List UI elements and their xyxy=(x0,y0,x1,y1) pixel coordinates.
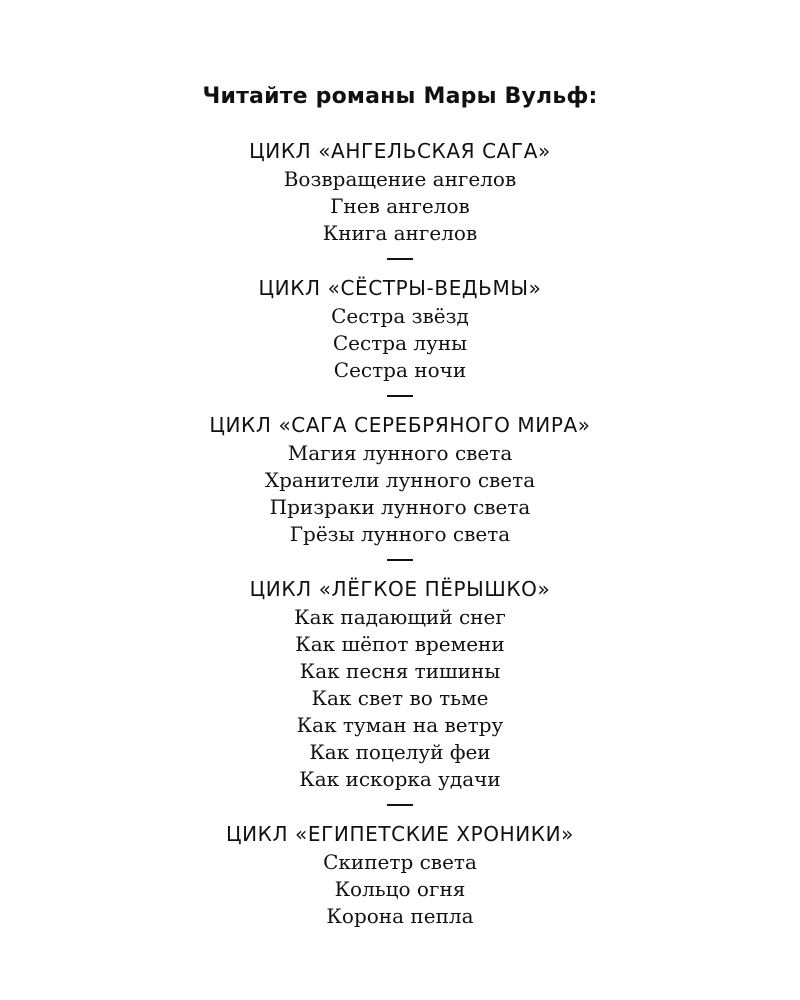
book-title: Сестра луны xyxy=(332,331,468,355)
series-separator xyxy=(387,258,413,260)
book-title: Книга ангелов xyxy=(322,221,478,245)
book-title: Как поцелуй феи xyxy=(309,740,491,764)
series-block xyxy=(249,136,551,273)
series-block xyxy=(259,273,542,410)
page-heading: Читайте романы Мары Вульф: xyxy=(202,84,598,109)
series-title: ЦИКЛ «СЁСТРЫ-ВЕДЬМЫ» xyxy=(258,276,542,300)
series-title: ЦИКЛ «ЕГИПЕТСКИЕ ХРОНИКИ» xyxy=(225,822,574,846)
book-title: Грёзы лунного света xyxy=(289,522,511,546)
book-title: Сестра звёзд xyxy=(331,304,469,328)
book-title: Магия лунного света xyxy=(287,441,513,465)
book-title: Как шёпот времени xyxy=(295,632,505,656)
book-title: Гнев ангелов xyxy=(330,194,470,218)
book-title: Кольцо огня xyxy=(334,877,466,901)
book-title: Сестра ночи xyxy=(333,358,467,382)
book-title: Призраки лунного света xyxy=(269,495,531,519)
series-title: ЦИКЛ «ЛЁГКОЕ ПЁРЫШКО» xyxy=(249,577,551,601)
series-block xyxy=(250,574,551,819)
series-title: ЦИКЛ «АНГЕЛЬСКАЯ САГА» xyxy=(249,139,551,163)
book-list xyxy=(294,604,506,793)
book-title: Скипетр света xyxy=(323,850,477,874)
book-title: Как падающий снег xyxy=(294,605,506,629)
series-list xyxy=(209,136,590,930)
series-separator xyxy=(387,395,413,397)
book-title: Как туман на ветру xyxy=(296,713,504,737)
book-list xyxy=(331,303,469,384)
book-title: Как искорка удачи xyxy=(299,767,501,791)
series-title: ЦИКЛ «САГА СЕРЕБРЯНОГО МИРА» xyxy=(209,413,591,437)
book-title: Возвращение ангелов xyxy=(283,167,517,191)
series-block xyxy=(226,819,574,930)
book-title: Как свет во тьме xyxy=(311,686,489,710)
series-separator xyxy=(387,559,413,561)
book-title: Корона пепла xyxy=(326,904,474,928)
book-title: Как песня тишины xyxy=(299,659,501,683)
book-list xyxy=(265,440,535,548)
book-list xyxy=(323,849,477,930)
book-list xyxy=(284,166,517,247)
book-title: Хранители лунного света xyxy=(264,468,536,492)
series-separator xyxy=(387,804,413,806)
series-block xyxy=(209,410,590,574)
